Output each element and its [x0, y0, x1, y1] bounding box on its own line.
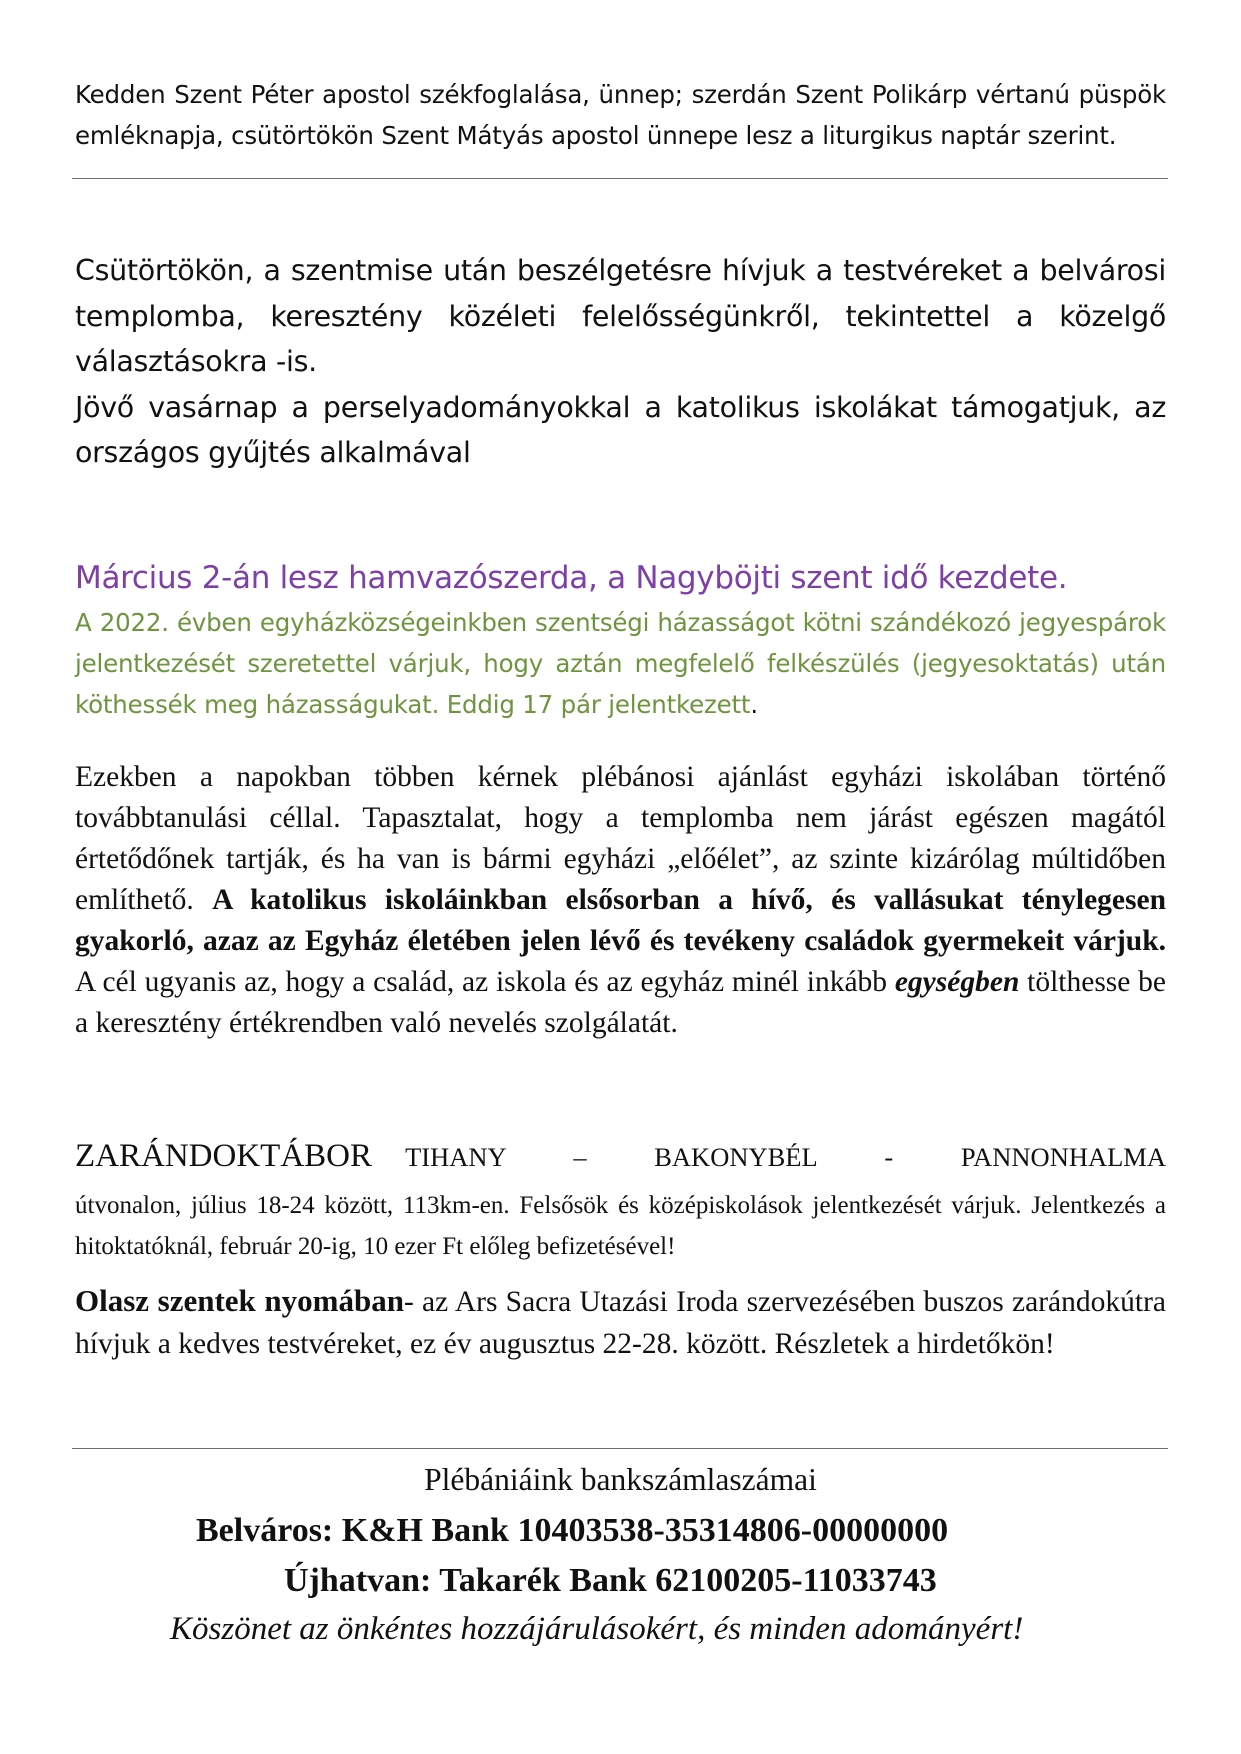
school-recommendation-paragraph — [75, 757, 1166, 1044]
liturgy-text: Kedden Szent Péter apostol székfoglalása, ünnep; szerdán Szent Polikárp vértanú püspök emléknapja, csütörtökön Szent Mátyás apostol ünnepe lesz a liturgikus naptár szerint. — [75, 80, 1166, 150]
ash-wednesday-notice: Március 2-án lesz hamvazószerda, a Nagyböjti szent idő kezdete. — [75, 560, 1068, 596]
camp-details: útvonalon, július 18-24 között, 113km-en. Felsősök és középiskolások jelentkezését várjuk. Jelentkezés a hitoktatóknál, február 20-ig, 10 ezer Ft előleg befizetésével! — [75, 1192, 1166, 1260]
trip-details: - az Ars Sacra Utazási Iroda szervezésében buszos zarándokútra hívjuk a kedves testvéreket, ez év augusztus 22-28. között. Részletek a hirdetőkön! — [75, 1286, 1166, 1360]
marriage-text-end: . — [750, 690, 758, 719]
collection-text: Jövő vasárnap a perselyadományokkal a katolikus iskolákat támogatjuk, az országos gyűjtés alkalmával — [75, 390, 1166, 469]
camp-route: TIHANY – BAKONYBÉL - PANNONHALMA — [405, 1142, 1166, 1172]
pilgrim-camp-paragraph — [75, 1133, 1166, 1267]
school-text-intro: Ezekben a napokban többen kérnek plébánosi ajánlást egyházi iskolában történő továbbtanulási céllal. Tapasztalat, hogy a templomba nem járást egészen magától értetődőnek tartják, és ha van is bármi egyházi „előélet”, az szinte kizárólag múltidőben említhető. — [75, 761, 1166, 916]
bank-account-ujhatvan: Újhatvan: Takarék Bank 62100205-11033743 — [284, 1562, 937, 1599]
liturgy-paragraph — [75, 74, 1166, 156]
marriage-paragraph — [75, 602, 1166, 725]
bottom-divider — [72, 1448, 1168, 1449]
school-text-bold: A katolikus iskoláinkban elsősorban a hívő, és vallásukat ténylegesen gyakorló, azaz az Egyház életében jelen lévő és tevékeny családok gyermekeit várjuk. — [75, 884, 1166, 957]
school-text-emphasis: egységben — [894, 966, 1020, 998]
meeting-text: Csütörtökön, a szentmise után beszélgetésre hívjuk a testvéreket a belvárosi templomba, keresztény közéleti felelősségünkről, tekintettel a közelgő választásokra -is. — [75, 254, 1166, 378]
marriage-text: A 2022. évben egyházközségeinkben szentségi házasságot kötni szándékozó jegyespárok jelentkezését szeretettel várjuk, hogy aztán megfelelő felkészülés (jegyesoktatás) után köthessék meg házasságukat. Eddig 17 pár jelentkezett — [75, 608, 1166, 719]
bank-account-belvaros: Belváros: K&H Bank 10403538-35314806-00000000 — [196, 1512, 949, 1549]
school-text-end: tölthesse be a keresztény értékrendben való nevelés szolgálatát. — [75, 966, 1166, 1039]
top-divider — [72, 178, 1168, 179]
school-text-goal: A cél ugyanis az, hogy a család, az iskola és az egyház minél inkább — [75, 966, 888, 998]
meeting-paragraph — [75, 248, 1166, 476]
camp-title: ZARÁNDOKTÁBOR — [75, 1138, 372, 1174]
bank-accounts-heading: Plébániáink bankszámlaszámai — [424, 1462, 817, 1497]
thanks-note: Köszönet az önkéntes hozzájárulásokért, és minden adományért! — [170, 1611, 1024, 1647]
italy-trip-paragraph — [75, 1280, 1166, 1365]
trip-title: Olasz szentek nyomában — [75, 1283, 404, 1318]
